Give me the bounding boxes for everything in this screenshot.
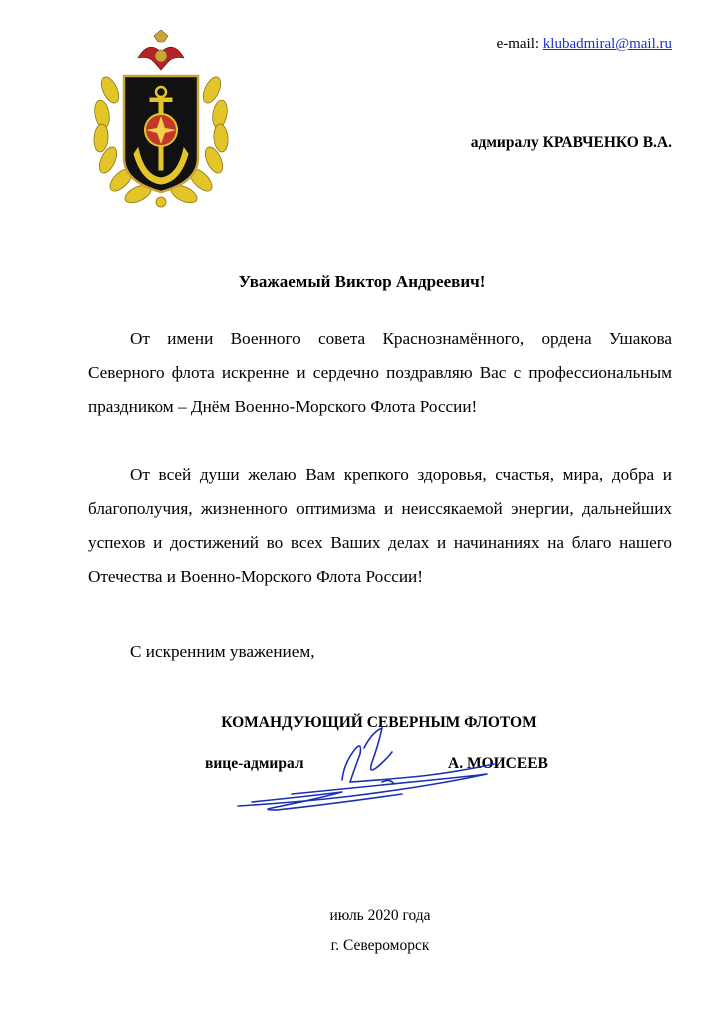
email-line xyxy=(497,36,672,53)
email-link[interactable]: klubadmiral@mail.ru xyxy=(542,36,672,52)
body-paragraph-1: От имени Военного совета Краснознамённого, ордена Ушакова Северного флота искренне и сердечно поздравляю Вас с профессиональным праздником – Днём Военно-Морского Флота России! xyxy=(88,329,672,416)
signatory-name: А. МОИСЕЕВ xyxy=(448,755,548,772)
body-paragraph-2: От всей души желаю Вам крепкого здоровья, счастья, мира, добра и благополучия, жизненного оптимизма и неиссякаемой энергии, дальнейших успехов и достижений во всех Ваших делах и начинаниях на благо нашего Отечества и Военно-Морского Флота России! xyxy=(88,465,672,586)
salutation: Уважаемый Виктор Андреевич! xyxy=(238,272,486,291)
signatory-rank: вице-адмирал xyxy=(205,755,304,772)
email-prefix: e-mail: xyxy=(496,36,543,52)
signatory-title: КОМАНДУЮЩИЙ СЕВЕРНЫМ ФЛОТОМ xyxy=(221,714,537,731)
northern-fleet-emblem-icon xyxy=(88,30,234,212)
city-line: г. Североморск xyxy=(330,937,430,954)
handwritten-signature xyxy=(232,722,502,822)
date-line: июль 2020 года xyxy=(329,907,431,924)
addressee: адмиралу КРАВЧЕНКО В.А. xyxy=(470,134,672,151)
closing: С искренним уважением, xyxy=(130,642,315,661)
